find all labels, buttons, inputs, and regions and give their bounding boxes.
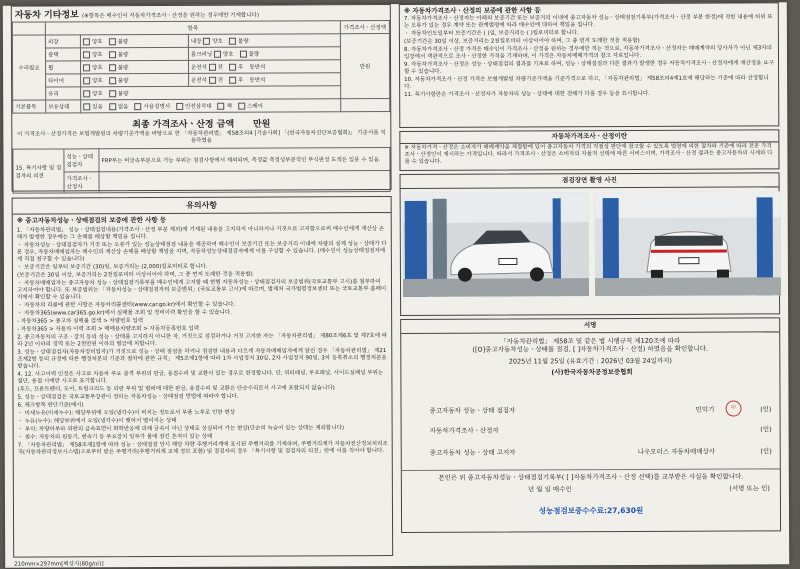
appraiser-seal-mark: (인) [760, 425, 772, 434]
special-label: 15. 특기사항 및 점검자의 의견 [13, 149, 64, 193]
right-notice-item: ㆍ 자동차인도일부터 보증기간은 ( )일, 보증거리는 ( )킬로미터로 합니다. [403, 29, 579, 37]
front-car-image [403, 192, 589, 297]
checkbox-bad[interactable]: 불량 [240, 52, 260, 58]
left-column [11, 4, 393, 568]
notice-heading: ※ 중고자동차성능ㆍ상태점검의 보증에 관한 사항 등 [16, 216, 167, 225]
row-label: 운전석 [191, 77, 207, 84]
notice-item: ㆍ 침수: 자동차의 원동기, 변속기 등 주요장치 일부가 물에 잠긴 흔적이 있는 상태 [17, 433, 213, 441]
footer-mark: 210mm×297mm[백상지(80g/㎡)] [14, 561, 104, 568]
checkbox-bad[interactable]: 불량 [109, 78, 129, 84]
notice-item: 1. 「자동차관리법」 성능ㆍ상태점검내용(가격조사ㆍ산정 부분 제외)에 기재된 내용을 고지하지 아니하거나 거짓으로 고지함으로써 매수인에게 재산상 손해가 발생한 경우에는 그 손해를 배상할 책임을 집니다. [16, 225, 385, 241]
receipt-divider [402, 468, 780, 471]
sign-line1: 「자동차관리법」 제58조 및 같은 법 시행규칙 제120조에 따라 [500, 336, 681, 346]
right-notice-item: 11. 특기사항란은 가격조사ㆍ산정자가 자동차의 성능ㆍ상태에 대한 견해가 다를 경우 등을 표시합니다. [404, 90, 651, 98]
row-label: 광택 [45, 48, 80, 61]
right-notice-heading: ※ 자동차가격조사ㆍ산정의 보증에 관한 사항 등 [403, 6, 541, 15]
sign-date: 2025년 11월 25일 (유효기간 : 2026년 03월 24일까지) [508, 356, 672, 366]
special-table [12, 147, 390, 194]
checkbox-bad[interactable]: 불량 [109, 91, 129, 97]
front-car-photo [403, 192, 589, 297]
receipt-date: 년 월 일 매수인 [527, 485, 572, 494]
right-notice-items [404, 14, 774, 99]
checkbox-good[interactable]: 양호 [83, 91, 103, 97]
inspector-name: 민익기 [695, 405, 715, 414]
appraiser-row [408, 424, 774, 435]
checkbox-manual[interactable]: 사용설명서 [134, 104, 170, 110]
special-sub-inspector: 성능ㆍ상태 점검자 [64, 149, 99, 172]
inspector-row [408, 404, 774, 415]
checkbox-good[interactable]: 양호 [83, 65, 103, 71]
row-label: 동반석 [249, 77, 266, 84]
header-price: 가격조사ㆍ산정액 [340, 21, 389, 34]
photo-row [403, 191, 777, 303]
checkbox-front[interactable]: 전 [209, 65, 223, 71]
checkbox-book[interactable]: 책 [218, 104, 232, 110]
notice-item: 2. 중고자동차의 구조ㆍ장치 등의 성능ㆍ상태를 고지하지 아니한 자, 거짓으로 점검하거나 거짓 고지한 자는 「자동차관리법」 제80조제6호 및 제7호에 따라 2년 이하의 징역 또는 2천만원 이하의 벌금에 처합니다. [17, 332, 388, 348]
notice-items [17, 226, 388, 457]
notice-item: ㆍ 누유(누수): 해당부위에서 오일(냉각수)이 맺혀서 떨어지는 상태 [17, 417, 177, 425]
header-item: 항목 [45, 21, 340, 35]
photo-section [400, 172, 781, 316]
notice-item: ㆍ 자동차365(www.car365.go.kr)에서 실매물 조회 및 정비이력 확인을 할 수 있습니다. [17, 309, 232, 317]
notice-item: ㆍ 자동차의 리콜에 관한 사항은 자동차리콜센터(www.car.go.kr)에서 확인할 수 있습니다. [17, 301, 236, 309]
row-label: 유리 [46, 87, 81, 100]
inspection-fee: 성능점검보증수수료:27,630원 [538, 505, 644, 516]
checkbox-bad[interactable]: 불량 [229, 39, 249, 45]
row-group-label: 수리필요 [12, 35, 45, 100]
checkbox-good[interactable]: 양호 [83, 78, 103, 84]
checkbox-good[interactable]: 양호 [214, 52, 234, 58]
sign-title: 서명 [401, 318, 779, 333]
special-text: FRP부는 비금속부분으로 가능 부위는 점검사항에서 제외되며, 측정값 측정성부분적인 부식판정 도색은 있을 수 있음. [99, 148, 390, 172]
basic-items-label: 보유상태 [46, 100, 81, 113]
final-label: 최종 가격조사ㆍ산정 금액 [132, 119, 235, 131]
notice-item: 3. 성능ㆍ상태점검자(자동차정비업자)가 거짓으로 성능ㆍ상태 점검을 하거나 점검한 내용과 다르게 자동차매매업자에게 알린 경우 「자동차관리법」 제21조제2항 등의 규정에 따른 행정처분의 기준과 절차에 관한 규칙」 제5조제1항에 따라 1차 사업정지 30일, 2차 사업정지 90일, 3차 등록취소의 행정처분을 받습니다. [17, 347, 387, 370]
row-label: 외장 [45, 35, 80, 48]
special-sub-appraiser: 가격조사ㆍ산정자 [64, 172, 99, 193]
scope-title: 자동차가격조사ㆍ산정이란 [400, 130, 778, 143]
notifier-seal-mark: (인) [760, 447, 772, 456]
right-notice-item: 9. 자동차가격조사ㆍ산정은 성능ㆍ상태점검의 결과를 기초로 하며, 성능ㆍ상태점검과 다른 결과가 발생한 경우 자동차가격조사ㆍ산정자에게 재산정을 요구할 수 있습니다. [404, 59, 774, 75]
checkbox-rear[interactable]: 후 [229, 65, 243, 71]
misc-note: (※항목은 매수인이 자동차가격조사ㆍ산정을 원하는 경우에만 기재합니다) [81, 12, 260, 20]
right-notice-item: (보증기간은 30일 이상, 보증거리는 2천킬로미터 이상이어야 하며, 그 중 먼저 도래한 것을 적용함) [403, 37, 640, 45]
inspector-seal-mark: (인) [760, 405, 772, 414]
notice-item: - 자동차365 > 자동차 이력 조회 > 매매용차량조회 > 자동차등록번호 입력 [17, 325, 200, 333]
checkbox-none[interactable]: 없음 [109, 104, 129, 110]
row-label: 기본품목 [13, 100, 46, 113]
checkbox-triangle[interactable]: 안전삼각대 [176, 104, 212, 110]
checkbox-have[interactable]: 있음 [83, 104, 103, 110]
rear-car-image [595, 191, 781, 296]
scope-section [399, 129, 779, 171]
row-label: 내장 [190, 38, 202, 45]
final-note: 이 가격조사ㆍ산정가격은 보험개발원의 차량기준가액을 바탕으로 한 「자동차관리법」 제58조의4 [기술사회] 「(한국자동차진단보증협회)」 기준서를 적용하였음 [17, 130, 386, 144]
notice-item: 5. 성능ㆍ상태점검은 국토교통부장관이 정하는 자동차성능ㆍ상태점검 방법에 따라야 합니다. [17, 393, 239, 401]
price-guarantee-section [399, 2, 780, 128]
notice-item: (보증기간은 30일 이상, 보증거리는 2천킬로미터 이상이어야 하며, 그 중 먼저 도래한 것을 적용함) [16, 271, 253, 279]
right-notice-item: 7. 자동차가격조사ㆍ산정자는 아래의 보증기간 또는 보증거리 이내에 중고자동차 성능ㆍ상태점검기록부(가격조사ㆍ산정 부분 한정)에 적힌 내용에 허위 또는 오류가 있는 경우 계약 또는 관계법령에 따라 매수인에 대하여 책임을 집니다. [403, 13, 773, 29]
rear-car-photo [595, 191, 781, 296]
notifier-role: 중고자동차 성능ㆍ상태 고지자 [429, 448, 516, 457]
notice-item: ㆍ 보증기간은 일부터 보증기간 (30)일, 보증거리는 (2,000)킬로미터로 합니다. [16, 263, 208, 271]
checkbox-good[interactable]: 양호 [203, 39, 223, 45]
checkbox-front[interactable]: 전 [209, 78, 223, 84]
appraiser-role: 자동차가격조사ㆍ산정자 [429, 426, 499, 435]
misc-title [12, 5, 390, 22]
row-label: 휠 [46, 61, 81, 74]
notice-list [13, 213, 392, 459]
receipt-line: 본인은 위 중고자동차성능ㆍ상태점검기록부( [ ]자동차가격조사ㆍ산정 선택)를 교부받은 사실을 확인합니다. [438, 472, 744, 482]
misc-title-text: 자동차 기타정보 [14, 10, 79, 21]
notifier-name: 나우모터스 자동차매매상사 [637, 447, 716, 456]
notice-title: 유의사항 [13, 197, 391, 215]
inspector-role: 중고자동차 성능ㆍ상태 점검자 [429, 406, 516, 415]
right-notice-item: 8. 자동차가격조사ㆍ산정 가격은 매수인이 가격조사ㆍ산정을 원하는 경우에만 적는 것으로, 자동차가격조사ㆍ산정자는 매매계약의 당사자가 아닌 제3자의 입장에서 객관적으로 조사ㆍ산정한 가격을 기재하며, 이 가격은 자동차매매가격의 참고 자료입니다. [403, 44, 772, 60]
right-column [399, 2, 781, 562]
notice-item: (후드, 프론트펜더, 도어, 트렁크리드 등 외판 부위 및 범퍼에 대한 판금, 용접수리 및 교환은 단순수리로서 사고에 포함되지 않습니다) [17, 384, 335, 393]
row-label: 룸크리닝 [190, 51, 213, 58]
row-label: 타이어 [46, 74, 81, 87]
notice-item: 6. 체크항목 판단기준(예시) [17, 401, 84, 409]
notice-item: ㆍ 미세누유(미세누수): 해당부위에 오일(냉각수)이 비치는 정도로서 부품 노후로 인한 현상 [17, 409, 236, 417]
sign-line2: ([O]중고자동차성능ㆍ상태를 점검, [ ]자동차가격조사ㆍ산정) 하였음을 확인합니다. [472, 344, 709, 354]
notice-section [12, 196, 394, 568]
checkbox-bad[interactable]: 불량 [109, 65, 129, 71]
final-unit: 만원 [252, 119, 271, 130]
checkbox-bad[interactable]: 불량 [109, 39, 129, 45]
checkbox-bad[interactable]: 불량 [109, 52, 129, 58]
photo-title: 점검장면 촬영 사진 [401, 173, 779, 188]
receipt-sign: (서명 또는 인) [729, 484, 770, 493]
checkbox-good[interactable]: 양호 [83, 52, 103, 58]
document-sheet [3, 2, 789, 567]
scope-text: ※ 자동차가격ㆍ산정은 소비자가 매매계약을 체결함에 있어 중고자동차 가격의 적절성 판단에 참고할 수 있도록 법령에 의한 절차와 기준에 따라 전문 가격조사ㆍ산정인이 제시하는 가격입니다. 따라서 가격조사ㆍ산정은 소비자의 자율적 선택에 따른 서비스이며, 가격조사ㆍ산정 결과는 중고자동차의 시세와 다를 수 있습니다. [404, 142, 773, 165]
notice-item: - 자동차365 > 중고차 실매물 검색 > 차량번호 입력 [17, 317, 144, 325]
row-label: 운전석 [190, 64, 207, 71]
misc-info-section [11, 4, 392, 192]
checkbox-spare[interactable]: 스페어 [238, 104, 263, 110]
misc-table [12, 20, 390, 114]
inspector-seal-icon: 印 [726, 400, 742, 416]
notice-item: 4. 12. 사고이력 인정은 사고로 자동차 주요 골격 부위의 판금, 용접수리 및 교환이 있는 경우로 한정합니다. 단, 쿼터패널, 루프패널, 사이드실패널 부위는 절단, 용접 시에만 사고로 표기합니다. [17, 369, 384, 385]
right-notice-item: 10. 자동차가격조사ㆍ산정 가격은 보험개발원 차량기준가액을 기준가격으로 하고, 「자동차관리법」 제58조의4제1호에 해당하는 기준에 따라 산정합니다. [404, 74, 769, 90]
signature-section [400, 317, 781, 533]
notice-item: ㆍ 자동차매매업자는 중고자동차 성능ㆍ상태점검기록부를 매수인에게 고지할 때 현행 자동차성능ㆍ상태점검자의 보증범위(국토교통부 고시)를 첨부하여 고지하여야 합니다. 또 보증범위는 「자동차성능ㆍ상태점검자의 보증범위」(국토교통부 고시)에 따르며, 법제처 국가법령정보센터 또는 국토교통부 홈페이지에서 확인할 수 있습니다. [16, 278, 387, 301]
checkbox-good[interactable]: 양호 [83, 39, 103, 45]
notifier-row [408, 446, 774, 457]
checkbox-rear[interactable]: 후 [229, 78, 243, 84]
notice-item: ㆍ 부식: 차량하부와 외판의 금속표면이 화학반응에 의해 금속이 아닌 상태로 상실되어 가는 현상(단순히 녹슬어 있는 상태는 제외합니다) [17, 424, 344, 433]
price-unit: 만원 [340, 34, 389, 99]
row-label: 동반석 [249, 64, 266, 71]
notice-item: 7. 「자동차관리법」 제58조제1항에 따라 성능ㆍ상태점검 당시 해당 차량 주행거리계에 표시된 주행거리를 기재하며, 주행거리계가 자동차전산정보처리조직(자동차관리정보시스템)으로부터 받은 주행거리(주행거리계 교체 정보 포함) 및 점검자의 경우 「특기사항 및 점검자의 의견」란에 이를 적어야 합니다. [17, 440, 388, 456]
association-name: (사)한국자동차공정보증협회 [551, 367, 633, 377]
notice-item: ㆍ 자동차성능ㆍ상태점검자가 거짓 또는 오류가 있는 성능상태점검 내용을 제공하여 매수인이 보증기간 또는 보증거리 이내에 차량의 실제 성능ㆍ상태가 다른 경우, 자동차매매업자는 매수인의 재산상 손해를 배상할 책임을 지며, 자동차성능상태점검자에게 이를 구상할 수 있습니다. (매수인이 성능상태점검자에게 직접 청구할 수 있습니다) [16, 240, 387, 263]
